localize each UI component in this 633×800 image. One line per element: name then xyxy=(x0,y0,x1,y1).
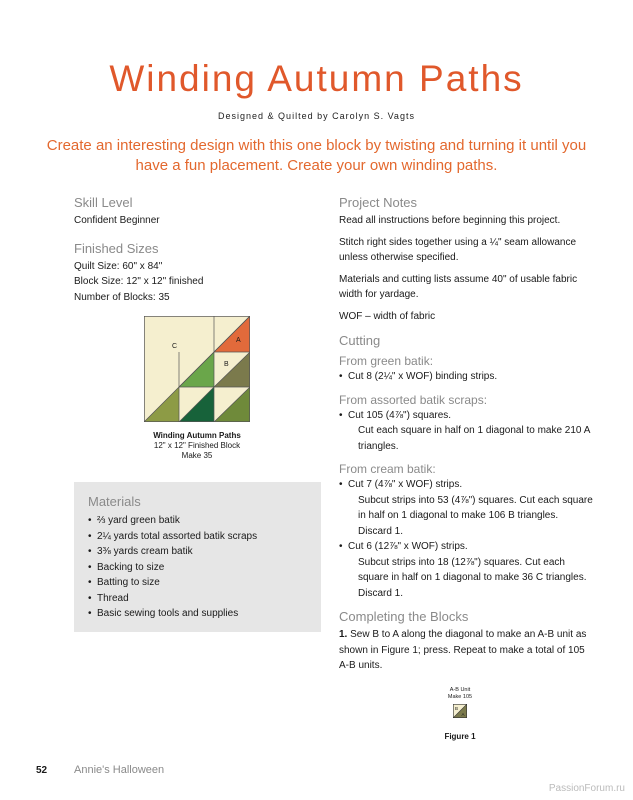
materials-item: • Thread xyxy=(88,591,307,607)
skill-level-heading: Skill Level xyxy=(74,195,133,210)
finished-sizes-heading: Finished Sizes xyxy=(74,240,159,256)
block-caption xyxy=(110,431,284,461)
intro-text: Create an interesting design with this one block by twisting and turning it until you have a fun placement. Create your own winding paths. xyxy=(46,137,587,174)
book-title: Annie's Halloween xyxy=(74,764,165,776)
right-column xyxy=(339,195,594,674)
completing-heading: Completing the Blocks xyxy=(339,609,469,624)
project-note-1: Read all instructions before beginning this project. xyxy=(339,215,561,226)
page-title: Winding Autumn Paths xyxy=(109,58,524,99)
figure-1-caption: Figure 1 xyxy=(444,732,476,741)
materials-heading: Materials xyxy=(88,494,141,509)
project-note-2: Stitch right sides together using a ¼" seam allowance unless otherwise specified. xyxy=(339,236,577,263)
materials-item: • ⅔ yard green batik xyxy=(88,513,307,529)
figure-ab-unit-svg xyxy=(453,704,467,718)
completing-step-number: 1. xyxy=(339,629,348,640)
cutting-cream-item-2: • Cut 6 (12⅞" x WOF) strips. xyxy=(339,539,594,555)
skill-level-value: Confident Beginner xyxy=(74,215,160,226)
block-caption-make: Make 35 xyxy=(181,451,213,460)
figure-unit-label: A-B Unit xyxy=(449,687,471,693)
block-count: Number of Blocks: 35 xyxy=(74,291,170,303)
cutting-cream-subitem-1: Subcut strips into 53 (4⅞") squares. Cut each square in half on 1 diagonal to make 106 B triangles. Discard 1. xyxy=(358,494,593,537)
materials-item: • 2¼ yards total assorted batik scraps xyxy=(88,529,307,545)
block-caption-title: Winding Autumn Paths xyxy=(153,431,241,440)
cutting-heading: Cutting xyxy=(339,333,381,348)
materials-item: • Batting to size xyxy=(88,575,307,591)
project-note-4: WOF – width of fabric xyxy=(339,310,436,322)
materials-item: • 3⅜ yards cream batik xyxy=(88,544,307,560)
materials-list xyxy=(88,513,307,622)
left-column xyxy=(74,195,324,305)
project-notes-heading: Project Notes xyxy=(339,195,418,210)
watermark: PassionForum.ru xyxy=(548,783,625,794)
block-caption-size: 12" x 12" Finished Block xyxy=(153,441,241,450)
materials-item: • Basic sewing tools and supplies xyxy=(88,606,307,622)
materials-box xyxy=(74,482,321,632)
cutting-cream-subitem-2: Subcut strips into 18 (12⅞") squares. Cut each square in half on 1 diagonal to make 36 C triangles. Discard 1. xyxy=(358,556,587,599)
cutting-scraps-item: • Cut 105 (4⅞") squares. xyxy=(339,408,594,424)
figure-1 xyxy=(428,687,492,723)
cutting-scraps-heading: From assorted batik scraps: xyxy=(339,392,488,407)
figure-label-b: B xyxy=(455,706,459,711)
cutting-green-item: • Cut 8 (2¼" x WOF) binding strips. xyxy=(339,369,594,385)
materials-item: • Backing to size xyxy=(88,560,307,576)
block-label-c: C xyxy=(172,343,178,350)
block-label-a: A xyxy=(236,337,241,344)
completing-step-1 xyxy=(339,627,594,674)
quilt-size: Quilt Size: 60" x 84" xyxy=(74,260,163,272)
block-size: Block Size: 12" x 12" finished xyxy=(74,276,204,287)
cutting-green-heading: From green batik: xyxy=(339,354,434,368)
page-number: 52 xyxy=(36,765,48,776)
figure-label-a: A xyxy=(461,712,465,717)
figure-make-label: Make 105 xyxy=(447,694,473,700)
designer-byline: Designed & Quilted by Carolyn S. Vagts xyxy=(218,111,415,121)
cutting-cream-item-1: • Cut 7 (4⅞" x WOF) strips. xyxy=(339,477,594,493)
block-diagram xyxy=(144,316,250,427)
completing-step-text: Sew B to A along the diagonal to make an A-B unit as shown in Figure 1; press. Repeat to make a total of 105 A-B units. xyxy=(339,629,587,671)
cutting-scraps-subitem: Cut each square in half on 1 diagonal to make 210 A triangles. xyxy=(358,425,590,452)
block-label-b: B xyxy=(224,361,229,368)
cutting-cream-heading: From cream batik: xyxy=(339,462,436,476)
block-diagram-svg xyxy=(144,316,250,422)
project-note-3: Materials and cutting lists assume 40" of usable fabric width for yardage. xyxy=(339,273,578,300)
